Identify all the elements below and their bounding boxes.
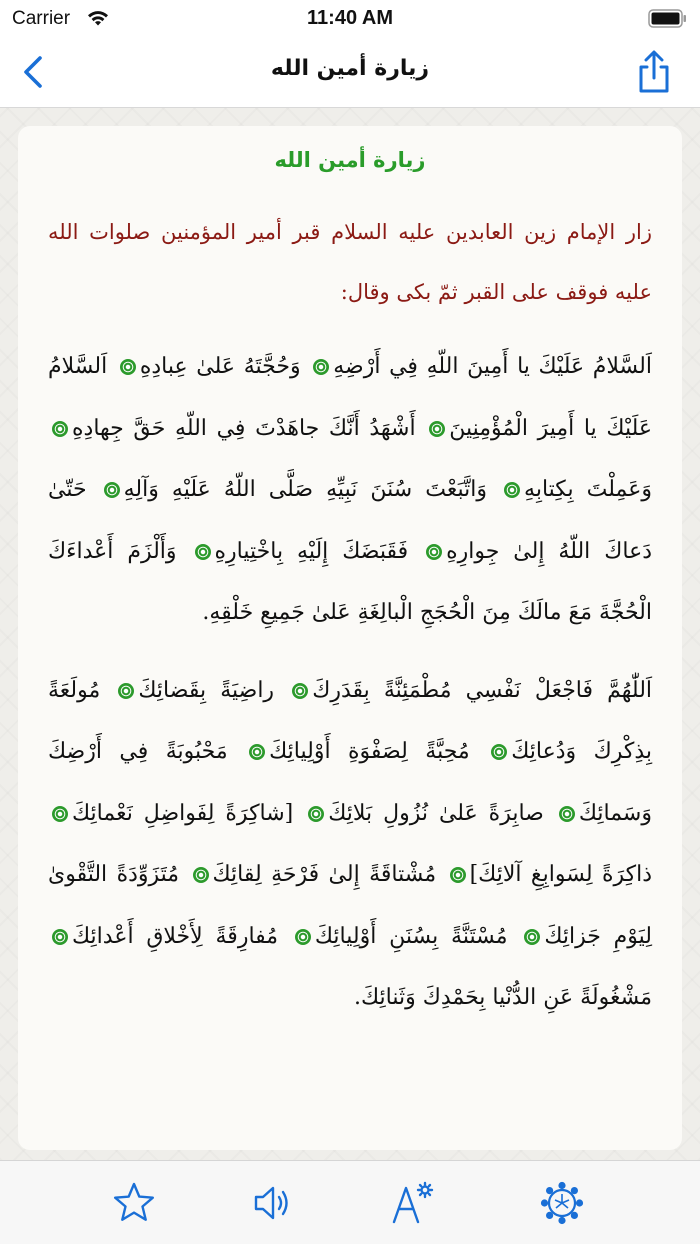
prayer-phrase: مُحِبَّةً لِصَفْوَةِ أَوْلِيائِكَ bbox=[269, 739, 470, 764]
share-button[interactable] bbox=[634, 50, 674, 94]
rosette-separator-icon bbox=[120, 359, 136, 375]
rosette-separator-icon bbox=[426, 544, 442, 560]
rosette-separator-icon bbox=[491, 744, 507, 760]
text-size-button[interactable] bbox=[390, 1181, 434, 1225]
prayer-card bbox=[18, 126, 682, 1150]
prayer-phrase: اَللّٰهُمَّ فَاجْعَلْ نَفْسِي مُطْمَئِنَّةً بِقَدَرِكَ bbox=[312, 677, 653, 703]
audio-button[interactable] bbox=[250, 1181, 294, 1225]
page-title: زيارة أمين الله bbox=[270, 56, 430, 81]
rosette-separator-icon bbox=[249, 744, 265, 760]
prayer-phrase: مُولَعَةً بِذِكْرِكَ وَدُعائِكَ bbox=[48, 677, 652, 764]
rosette-separator-icon bbox=[52, 806, 68, 822]
rosette-separator-icon bbox=[195, 544, 211, 560]
rosette-separator-icon bbox=[559, 806, 575, 822]
prayer-phrase: أَشْهَدُ أَنَّكَ جاهَدْتَ فِي اللّهِ حَقَّ جِهادِهِ bbox=[72, 415, 416, 441]
chevron-left-icon bbox=[26, 58, 40, 86]
prayer-title: زيارة أمين الله bbox=[274, 148, 426, 172]
speaker-icon bbox=[256, 1188, 287, 1218]
prayer-intro: زار الإمام زين العابدين عليه السلام قبر أمير المؤمنين صلوات الله عليه فوقف على القبر ثمّ بكى وقال: bbox=[48, 220, 652, 304]
content-area[interactable] bbox=[0, 108, 700, 1160]
prayer-phrase: فَقَبَضَكَ إِلَيْهِ بِاخْتِيارِهِ bbox=[214, 538, 409, 564]
rosette-separator-icon bbox=[313, 359, 329, 375]
rosette-separator-icon bbox=[104, 482, 120, 498]
prayer-phrase: مُتَزَوِّدَةً التَّقْوىٰ لِيَوْمِ جَزائِكَ bbox=[48, 862, 653, 949]
prayer-phrase: ذاكِرَةً لِسَوابِغِ آلائِكَ] bbox=[469, 862, 652, 887]
rosette-separator-icon bbox=[524, 929, 540, 945]
status-bar bbox=[0, 0, 700, 36]
navigation-bar bbox=[0, 36, 700, 108]
rosette-separator-icon bbox=[504, 482, 520, 498]
prayer-phrase: اَلسَّلامُ عَلَيْكَ يا أَمِينَ اللّهِ فِي أَرْضِهِ bbox=[333, 354, 652, 379]
prayer-phrase: وَاتَّبَعْتَ سُنَنَ نَبِيِّهِ صَلَّى اللّهُ عَلَيْهِ وَآلِهِ bbox=[123, 477, 487, 502]
prayer-phrase: مَشْغُولَةً عَنِ الدُّنْيا بِحَمْدِكَ وَثَنائِكَ. bbox=[353, 985, 652, 1010]
prayer-phrase: مُفارِقَةً لِأَخْلاقِ أَعْدائِكَ bbox=[72, 923, 279, 949]
rosette-separator-icon bbox=[295, 929, 311, 945]
prayer-phrase: اَلسَّلامُ عَلَيْكَ يا أَمِيرَ الْمُؤْمِنِينَ bbox=[48, 354, 652, 441]
back-button[interactable] bbox=[14, 52, 54, 92]
rosette-separator-icon bbox=[292, 683, 308, 699]
rosette-separator-icon bbox=[308, 806, 324, 822]
favorite-button[interactable] bbox=[112, 1181, 156, 1225]
prayer-phrase: مَحْبُوبَةً فِي أَرْضِكَ وَسَمائِكَ bbox=[48, 739, 652, 826]
clock: 11:40 AM bbox=[307, 7, 393, 29]
rosette-separator-icon bbox=[52, 929, 68, 945]
prayer-phrase: حَتّىٰ دَعاكَ اللّهُ إِلىٰ جِوارِهِ bbox=[48, 477, 653, 564]
rosette-separator-icon bbox=[52, 421, 68, 437]
settings-button[interactable] bbox=[540, 1181, 584, 1225]
prayer-paragraph-2 bbox=[48, 660, 652, 1029]
prayer-phrase: وَحُجَّتَهُ عَلىٰ عِبادِهِ bbox=[139, 354, 301, 379]
carrier-label: Carrier bbox=[12, 8, 71, 29]
star-icon bbox=[115, 1184, 153, 1220]
text-brightness-icon bbox=[394, 1183, 432, 1222]
rosette-separator-icon bbox=[429, 421, 445, 437]
prayer-phrase: وَعَمِلْتَ بِكِتابِهِ bbox=[524, 477, 652, 502]
share-icon bbox=[641, 52, 667, 91]
prayer-phrase: وَأَلْزَمَ أَعْداءَكَ الْحُجَّةَ مَعَ مالَكَ مِنَ الْحُجَجِ الْبالِغَةِ عَلىٰ جَمِيعِ خَلْقِهِ. bbox=[48, 538, 652, 625]
prayer-phrase: مُسْتَنَّةً بِسُنَنِ أَوْلِيائِكَ bbox=[314, 923, 508, 949]
prayer-paragraph-1 bbox=[48, 336, 652, 644]
prayer-phrase: مُشْتاقَةً إِلىٰ فَرْحَةِ لِقائِكَ bbox=[212, 862, 437, 887]
prayer-phrase: [شاكِرَةً لِفَواضِلِ نَعْمائِكَ bbox=[72, 800, 294, 826]
prayer-phrase: راضِيَةً بِقَضائِكَ bbox=[138, 677, 275, 703]
prayer-text bbox=[48, 336, 652, 1029]
prayer-phrase: صابِرَةً عَلىٰ نُزُولِ بَلائِكَ bbox=[328, 800, 544, 826]
settings-flower-icon bbox=[541, 1182, 583, 1224]
bottom-toolbar bbox=[0, 1160, 700, 1244]
rosette-separator-icon bbox=[118, 683, 134, 699]
battery-icon bbox=[648, 9, 688, 28]
rosette-separator-icon bbox=[450, 867, 466, 883]
rosette-separator-icon bbox=[193, 867, 209, 883]
